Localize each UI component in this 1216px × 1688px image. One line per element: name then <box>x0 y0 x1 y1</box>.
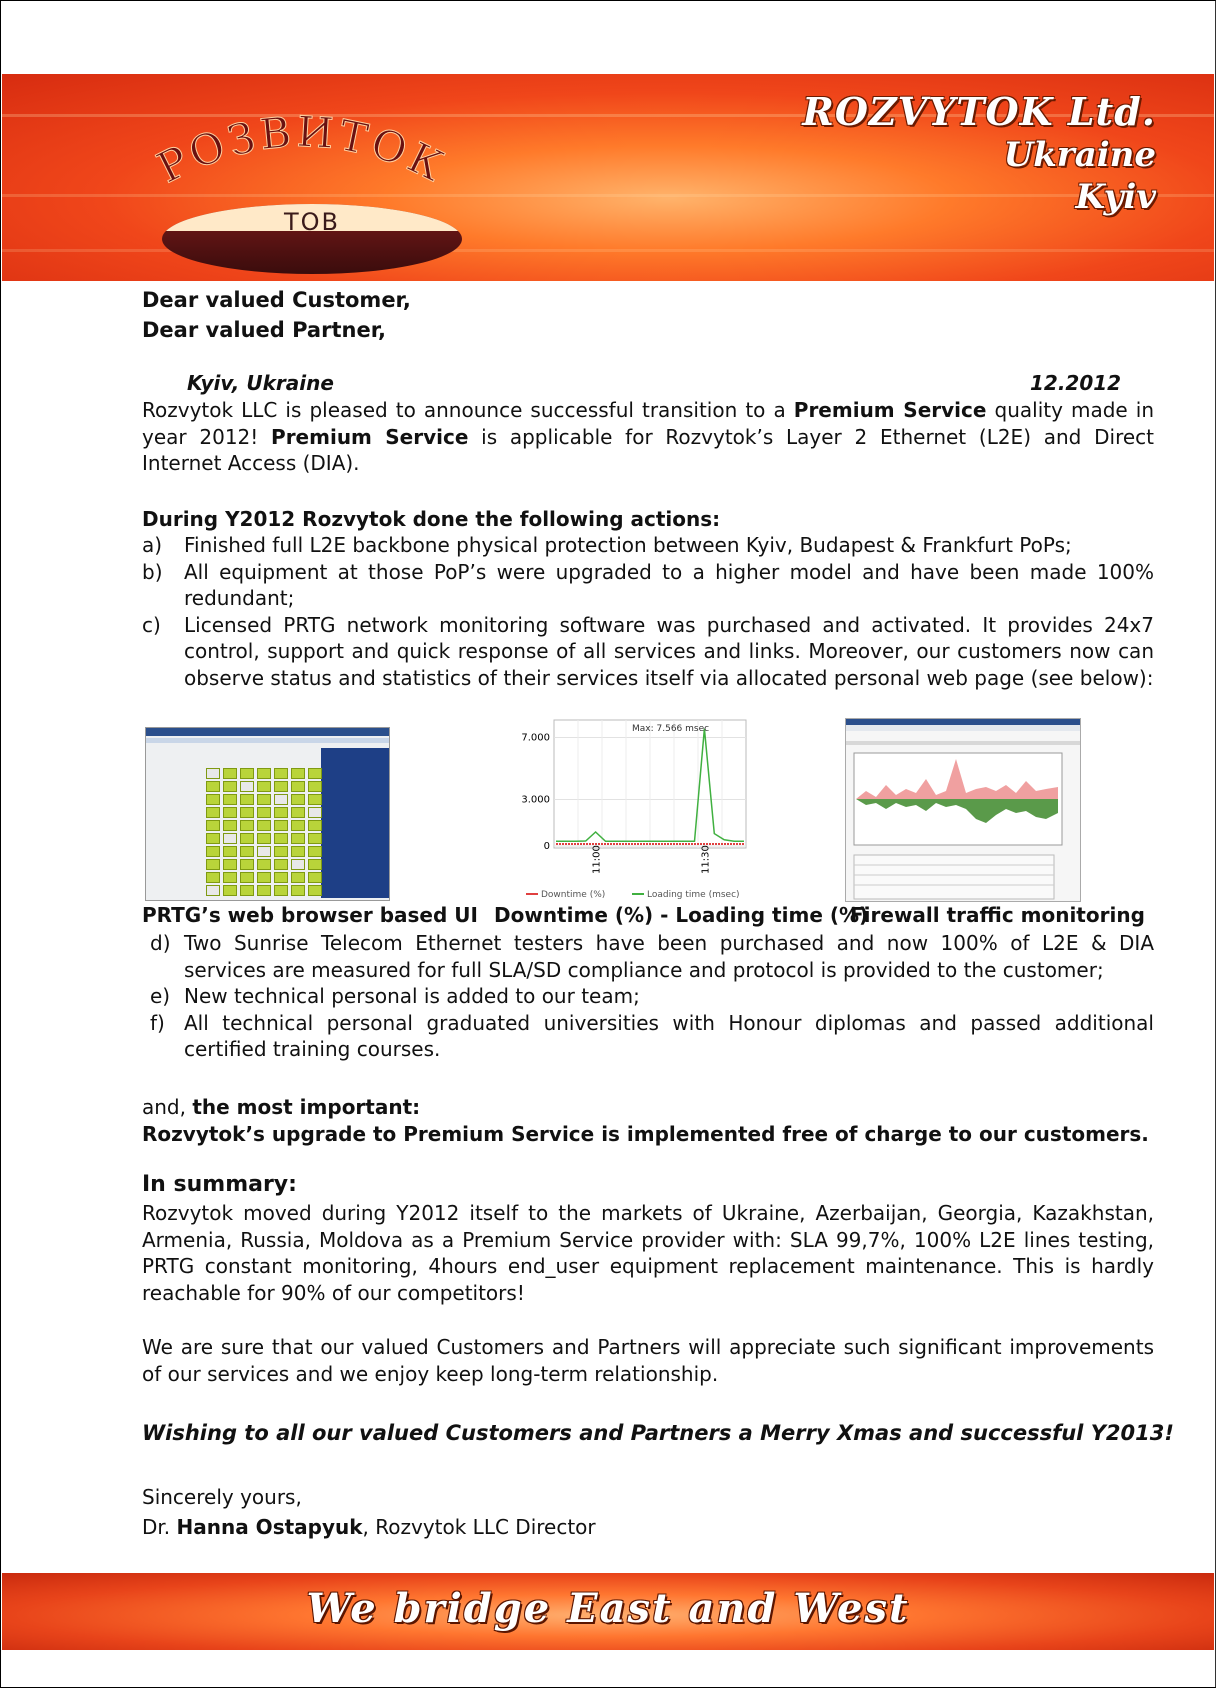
intro-text-1: Rozvytok LLC is pleased to announce successful transition to a <box>142 398 794 422</box>
mini-sensor-cell <box>274 885 288 896</box>
mini-sensor-cell <box>206 768 220 779</box>
mini-sensor-cell <box>206 820 220 831</box>
mini-sensor-cell <box>206 781 220 792</box>
mini-sensor-cell <box>206 885 220 896</box>
x-tick-label: 11:30 <box>700 845 712 874</box>
mini-sensor-cell <box>291 781 305 792</box>
mini-sensor-cell <box>223 807 237 818</box>
intro-text-2: quality made in year 2012! <box>142 398 1155 449</box>
list-item <box>142 559 1154 612</box>
list-item <box>142 532 1154 559</box>
actions-list <box>142 532 1154 691</box>
mini-sensor-cell <box>206 846 220 857</box>
mini-sensor-cell <box>223 846 237 857</box>
logo-oval-band <box>162 204 462 236</box>
mini-titlebar <box>146 728 389 736</box>
mini-sensor-cell <box>206 807 220 818</box>
header-banner <box>2 74 1214 281</box>
mini-sensor-cell <box>206 872 220 883</box>
company-logo <box>122 104 482 274</box>
mini-sensor-cell <box>308 872 322 883</box>
list-item-label: d) <box>150 931 171 955</box>
mini-sensor-cell <box>291 807 305 818</box>
mini-sensor-cell <box>291 859 305 870</box>
actions-heading: During Y2012 Rozvytok done the following actions: <box>142 507 721 531</box>
mini-sensor-cell <box>240 794 254 805</box>
mini-titlebar <box>846 719 1080 725</box>
list-item-text: Finished full L2E backbone physical protection between Kyiv, Budapest & Frankfurt PoPs; <box>184 533 1072 557</box>
greeting-line-1: Dear valued Customer, <box>142 288 411 312</box>
mini-sensor-cell <box>257 872 271 883</box>
mini-tabbar <box>846 741 1080 745</box>
important-line: Rozvytok’s upgrade to Premium Service is implemented free of charge to our customers. <box>142 1122 1149 1146</box>
important-lead-bold: the most important: <box>192 1095 421 1119</box>
more-actions-list <box>142 930 1154 1063</box>
mini-sensor-cell <box>257 833 271 844</box>
mini-sensor-cell <box>308 794 322 805</box>
important-lead-text: and, <box>142 1095 193 1119</box>
x-tick-label: 11:00 <box>591 845 603 874</box>
caption-downtime: Downtime (%) - Loading time (%) <box>494 903 869 927</box>
summary-paragraph: Rozvytok moved during Y2012 itself to the markets of Ukraine, Azerbaijan, Georgia, Kazakhstan, Armenia, Russia, Moldova as a Premium Service provider with: SLA 99,7%, 100% L2E lines testing, PRTG constant monitoring, 4hours end_user equipment replacement maintenance. This is hardly reachable for 90% of our competitors! <box>142 1201 1154 1305</box>
list-item-label: c) <box>142 612 161 637</box>
list-item-text: All technical personal graduated universities with Honour diplomas and passed additional certified training courses. <box>184 1010 1154 1061</box>
mini-sensor-cell <box>308 768 322 779</box>
mini-sensor-cell <box>274 807 288 818</box>
mini-sensor-cell <box>291 794 305 805</box>
mini-sensor-cell <box>257 807 271 818</box>
list-item <box>142 983 1154 1010</box>
mini-sensor-cell <box>257 859 271 870</box>
mini-sensor-cell <box>240 846 254 857</box>
mini-menubar <box>146 738 389 743</box>
mini-sensor-cell <box>206 794 220 805</box>
prtg-ui-screenshot <box>145 727 390 901</box>
mini-sensor-cell <box>223 820 237 831</box>
list-item-text: All equipment at those PoP’s were upgraded to a higher model and have been made 100% redundant; <box>184 559 1154 610</box>
mini-sensor-cell <box>308 820 322 831</box>
greeting <box>142 285 411 345</box>
chart-legend <box>526 890 740 900</box>
mini-sensor-cell <box>274 820 288 831</box>
firewall-traffic-screenshot <box>845 718 1081 902</box>
mini-sensor-cell <box>257 885 271 896</box>
list-item-label: b) <box>142 559 163 584</box>
mini-sensor-cell <box>274 768 288 779</box>
mini-sensor-cell <box>223 794 237 805</box>
company-country: Ukraine <box>1003 135 1156 175</box>
mini-sensor-cell <box>291 885 305 896</box>
list-item-text: Licensed PRTG network monitoring software was purchased and activated. It provides 24x7 control, support and quick response of all services and links. Moreover, our customers now can observe status and statistics of their services itself via allocated personal web page (see below): <box>184 612 1154 690</box>
caption-firewall: Firewall traffic monitoring <box>850 903 1145 927</box>
mini-sensor-cell <box>240 859 254 870</box>
mini-sensor-cell <box>240 768 254 779</box>
downtime-chart <box>510 718 750 900</box>
footer-slogan: We bridge East and West <box>306 1585 910 1632</box>
legend-label: Loading time (msec) <box>647 890 740 900</box>
mini-sensor-cell <box>223 872 237 883</box>
summary-heading: In summary: <box>142 1172 297 1197</box>
mini-sensor-cell <box>291 833 305 844</box>
mini-sensor-cell <box>308 859 322 870</box>
mini-sensor-cell <box>223 859 237 870</box>
list-item <box>142 1010 1154 1063</box>
mini-sensor-cell <box>291 846 305 857</box>
svg-text:РОЗВИТОК: РОЗВИТОК <box>149 106 455 193</box>
list-item-label: a) <box>142 533 163 557</box>
mini-sensor-cell <box>274 794 288 805</box>
mini-sensor-cell <box>257 794 271 805</box>
logo-arc-text <box>122 104 482 214</box>
mini-sensor-cell <box>308 781 322 792</box>
signature-role: , Rozvytok LLC Director <box>362 1515 596 1539</box>
letter-place: Kyiv, Ukraine <box>187 371 334 395</box>
mini-sensor-cell <box>240 872 254 883</box>
mini-sensor-cell <box>240 885 254 896</box>
intro-text-3: is applicable for Rozvytok’s Layer 2 Ethernet (L2E) and Direct Internet Access (DIA). <box>142 424 1155 475</box>
logo-sub-text: ТОВ <box>283 208 340 236</box>
y-tick-label: 3.000 <box>521 794 550 806</box>
mini-sensor-cell <box>240 807 254 818</box>
mini-sensor-cell <box>240 820 254 831</box>
chart-annotation: Max: 7.566 msec <box>632 724 710 734</box>
company-name: ROZVYTOK Ltd. <box>802 89 1156 134</box>
signature-line <box>142 1514 596 1541</box>
mini-sensor-cell <box>308 846 322 857</box>
mini-sensor-cell <box>206 833 220 844</box>
signature-name: Hanna Ostapyuk <box>176 1515 363 1539</box>
mini-sensor-cell <box>257 820 271 831</box>
mini-sensor-cell <box>274 781 288 792</box>
mini-sidebar <box>321 748 389 898</box>
mini-table <box>854 855 1054 899</box>
intro-paragraph <box>142 397 1154 477</box>
mini-menubar <box>846 725 1080 731</box>
caption-prtg-ui: PRTG’s web browser based UI <box>142 903 478 927</box>
list-item-text: New technical personal is added to our team; <box>184 984 640 1008</box>
letter-date: 12.2012 <box>1030 371 1122 395</box>
mini-sensor-cell <box>223 885 237 896</box>
mini-sensor-cell <box>257 768 271 779</box>
holiday-wish: Wishing to all our valued Customers and Partners a Merry Xmas and successful Y2013! <box>142 1421 1174 1445</box>
mini-sensor-cell <box>257 846 271 857</box>
footer-banner <box>2 1573 1214 1650</box>
closing-paragraph: We are sure that our valued Customers and Partners will appreciate such significant improvements of our services and we enjoy keep long-term relationship. <box>142 1335 1154 1386</box>
mini-sensor-cell <box>308 807 322 818</box>
logo-oval <box>162 204 462 274</box>
mini-sensor-cell <box>223 768 237 779</box>
list-item-text: Two Sunrise Telecom Ethernet testers have been purchased and now 100% of L2E & DIA services are measured for full SLA/SD compliance and protocol is provided to the customer; <box>184 931 1154 982</box>
mini-sensor-cell <box>274 859 288 870</box>
y-tick-label: 0 <box>543 841 550 852</box>
signature-closing: Sincerely yours, <box>142 1485 302 1509</box>
signature-prefix: Dr. <box>142 1515 177 1539</box>
list-item <box>142 612 1154 692</box>
chart-y-ticks <box>521 733 550 853</box>
mini-sensor-cell <box>223 833 237 844</box>
intro-bold-1: Premium Service <box>793 398 987 422</box>
mini-sensor-cell <box>291 872 305 883</box>
intro-bold-2: Premium Service <box>271 424 469 449</box>
company-city: Kyiv <box>1075 177 1156 217</box>
chart-x-ticks <box>592 845 712 874</box>
mini-sensor-cell <box>274 833 288 844</box>
list-item-label: e) <box>150 984 171 1008</box>
mini-sensor-cell <box>308 833 322 844</box>
list-item-label: f) <box>150 1010 165 1035</box>
mini-sensor-cell <box>240 833 254 844</box>
mini-sensor-cell <box>291 820 305 831</box>
y-tick-label: 7.000 <box>521 732 550 744</box>
mini-sensor-cell <box>274 872 288 883</box>
list-item <box>142 930 1154 983</box>
mini-sensor-cell <box>223 781 237 792</box>
legend-label: Downtime (%) <box>541 890 606 900</box>
mini-sensor-cell <box>240 781 254 792</box>
mini-sensor-cell <box>257 781 271 792</box>
mini-sensor-cell <box>206 859 220 870</box>
greeting-line-2: Dear valued Partner, <box>142 318 386 342</box>
mini-sensor-cell <box>308 885 322 896</box>
mini-sensor-cell <box>291 768 305 779</box>
mini-sensor-cell <box>274 846 288 857</box>
important-lead <box>142 1094 420 1121</box>
company-brand <box>802 90 1156 218</box>
